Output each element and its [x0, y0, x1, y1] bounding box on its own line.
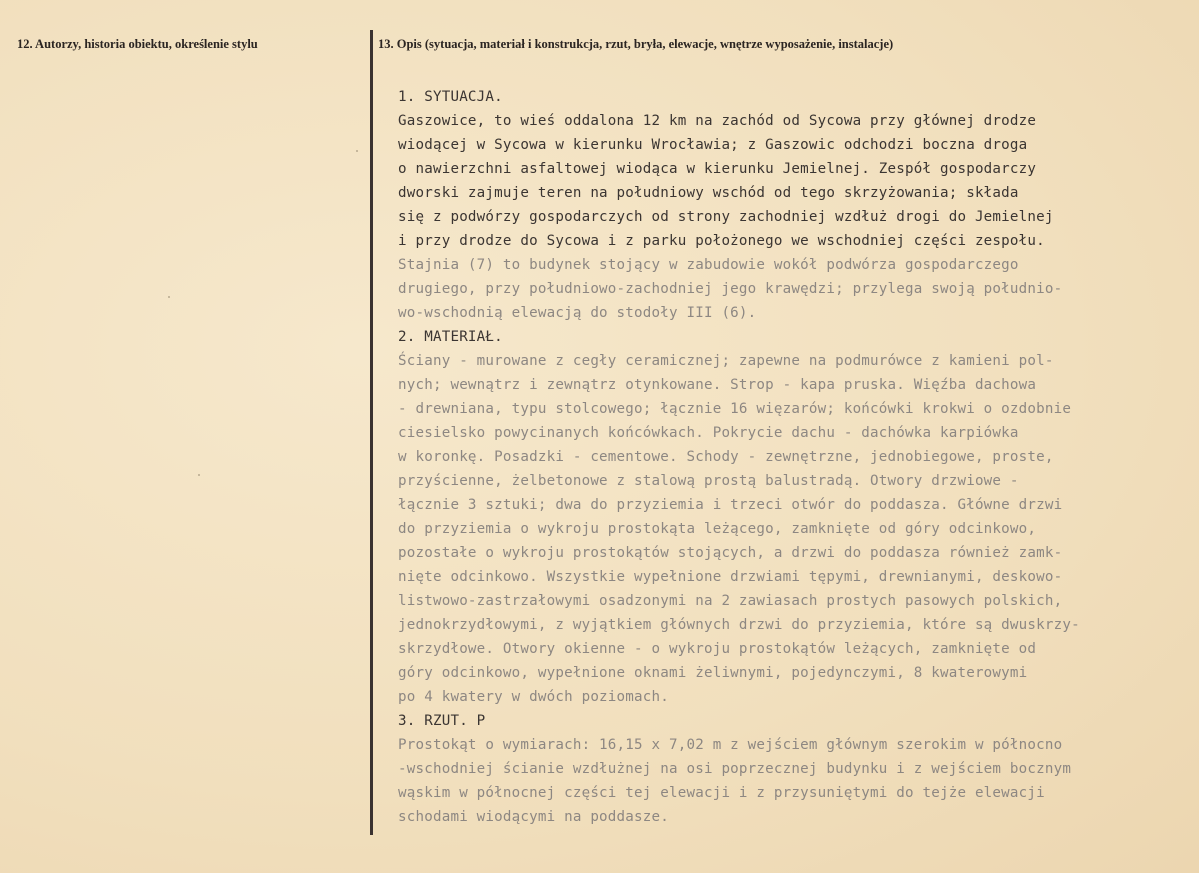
paper-speck	[198, 474, 200, 476]
text-line: ciesielsko powycinanych końcówkach. Pokrycie dachu - dachówka karpiówka	[398, 425, 1019, 441]
text-line: wiodącej w Sycowa w kierunku Wrocławia; z Gaszowic odchodzi boczna droga	[398, 137, 1028, 153]
text-line: się z podwórzy gospodarczych od strony zachodniej wzdłuż drogi do Jemielnej	[398, 209, 1054, 225]
paper-speck	[356, 150, 358, 152]
text-line: pozostałe o wykroju prostokątów stojących, a drzwi do poddasza również zamk-	[398, 545, 1063, 561]
text-line: dworski zajmuje teren na południowy wschód od tego skrzyżowania; składa	[398, 185, 1019, 201]
text-line: góry odcinkowo, wypełnione oknami żeliwnymi, pojedynczymi, 8 kwaterowymi	[398, 665, 1028, 681]
section-12-header: 12. Autorzy, historia obiektu, określenie stylu	[17, 37, 258, 51]
text-line: Prostokąt o wymiarach: 16,15 x 7,02 m z wejściem głównym szerokim w północno	[398, 737, 1063, 753]
text-line: nych; wewnątrz i zewnątrz otynkowane. Strop - kapa pruska. Więźba dachowa	[398, 377, 1037, 393]
text-line: jednokrzydłowymi, z wyjątkiem głównych drzwi do przyziemia, które są dwuskrzy-	[398, 617, 1080, 633]
text-line: po 4 kwatery w dwóch poziomach.	[398, 689, 669, 705]
text-line: Ściany - murowane z cegły ceramicznej; zapewne na podmurówce z kamieni pol-	[398, 353, 1054, 369]
text-line: do przyziemia o wykroju prostokąta leżącego, zamknięte od góry odcinkowo,	[398, 521, 1037, 537]
text-line: skrzydłowe. Otwory okienne - o wykroju prostokątów leżących, zamknięte od	[398, 641, 1037, 657]
text-line: w koronkę. Posadzki - cementowe. Schody - zewnętrzne, jednobiegowe, proste,	[398, 449, 1054, 465]
text-line: Stajnia (7) to budynek stojący w zabudowie wokół podwórza gospodarczego	[398, 257, 1019, 273]
section-heading: 1. SYTUACJA.	[398, 89, 503, 105]
paper-speck	[168, 296, 170, 298]
text-line: drugiego, przy południowo-zachodniej jego krawędzi; przylega swoją południo-	[398, 281, 1063, 297]
text-line: o nawierzchni asfaltowej wiodąca w kierunku Jemielnej. Zespół gospodarczy	[398, 161, 1037, 177]
text-line: listwowo-zastrzałowymi osadzonymi na 2 zawiasach prostych pasowych polskich,	[398, 593, 1063, 609]
text-line: schodami wiodącymi na poddasze.	[398, 809, 669, 825]
column-divider	[370, 30, 373, 835]
text-line: przyścienne, żelbetonowe z stalową prostą balustradą. Otwory drzwiowe -	[398, 473, 1019, 489]
text-line: Gaszowice, to wieś oddalona 12 km na zachód od Sycowa przy głównej drodze	[398, 113, 1037, 129]
text-line: łącznie 3 sztuki; dwa do przyziemia i trzeci otwór do poddasza. Główne drzwi	[398, 497, 1063, 513]
text-line: -wschodniej ścianie wzdłużnej na osi poprzecznej budynku i z wejściem bocznym	[398, 761, 1072, 777]
section-heading: 2. MATERIAŁ.	[398, 329, 503, 345]
text-line: i przy drodze do Sycowa i z parku położonego we wschodniej części zespołu.	[398, 233, 1045, 249]
text-line: wąskim w północnej części tej elewacji i z przysuniętymi do tejże elewacji	[398, 785, 1045, 801]
text-line: nięte odcinkowo. Wszystkie wypełnione drzwiami tępymi, drewnianymi, deskowo-	[398, 569, 1063, 585]
description-body	[398, 85, 1188, 829]
text-line: - drewniana, typu stolcowego; łącznie 16 więzarów; końcówki krokwi o ozdobnie	[398, 401, 1072, 417]
section-heading: 3. RZUT. P	[398, 713, 486, 729]
section-13-header: 13. Opis (sytuacja, materiał i konstrukcja, rzut, bryła, elewacje, wnętrze wyposażenie, instalacje)	[378, 37, 894, 51]
text-line: wo-wschodnią elewacją do stodoły III (6).	[398, 305, 757, 321]
